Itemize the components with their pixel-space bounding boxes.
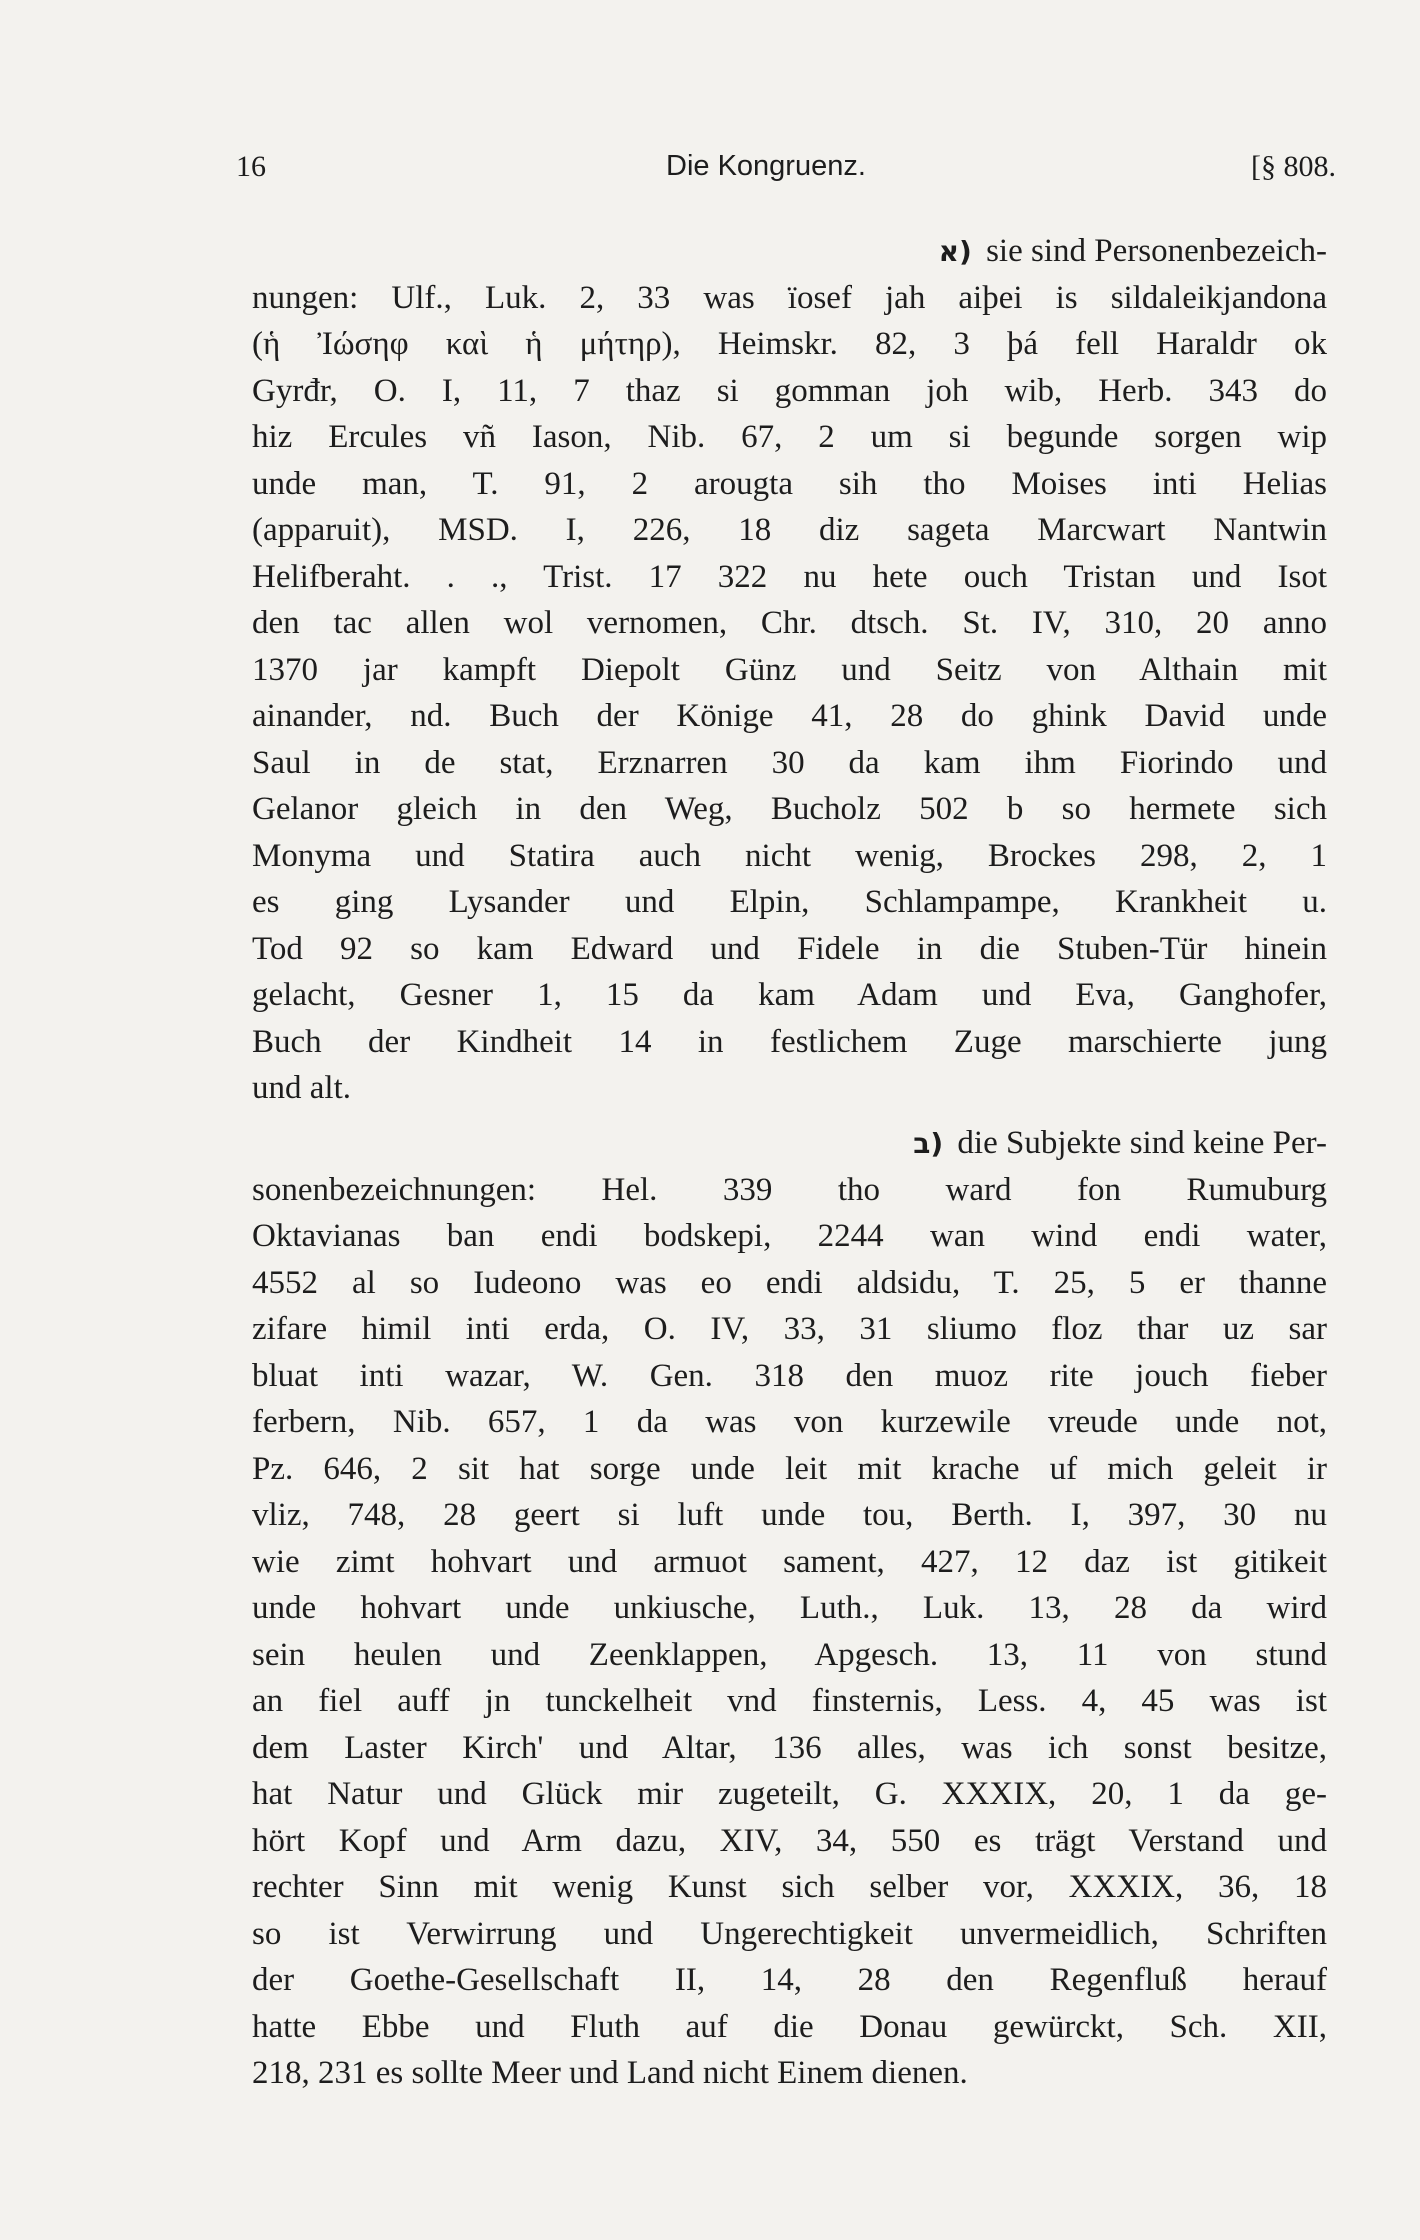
paragraph-alef bbox=[252, 228, 1327, 1112]
text-line: hiz Ercules vñ Iason, Nib. 67, 2 um si begunde sorgen wip bbox=[252, 419, 1327, 455]
page-number: 16 bbox=[236, 150, 266, 183]
running-header bbox=[236, 150, 1336, 190]
alef-marker: א) bbox=[938, 235, 972, 268]
text-line: zifare himil inti erda, O. IV, 33, 31 sliumo floz thar uz sar bbox=[252, 1311, 1327, 1347]
text-line: gelacht, Gesner 1, 15 da kam Adam und Eva, Ganghofer, bbox=[252, 977, 1327, 1013]
text-line: hat Natur und Glück mir zugeteilt, G. XXXIX, 20, 1 da ge- bbox=[252, 1776, 1327, 1812]
text-line: ferbern, Nib. 657, 1 da was von kurzewile vreude unde not, bbox=[252, 1404, 1327, 1440]
text-line: Gelanor gleich in den Weg, Bucholz 502 b so hermete sich bbox=[252, 791, 1327, 827]
text-line: hatte Ebbe und Fluth auf die Donau gewürckt, Sch. XII, bbox=[252, 2008, 1327, 2045]
text-line: Oktavianas ban endi bodskepi, 2244 wan wind endi water, bbox=[252, 1218, 1327, 1254]
text-line: vliz, 748, 28 geert si luft unde tou, Berth. I, 397, 30 nu bbox=[252, 1497, 1327, 1533]
text-line: 4552 al so Iudeono was eo endi aldsidu, T. 25, 5 er thanne bbox=[252, 1264, 1327, 1301]
text-line: Tod 92 so kam Edward und Fidele in die Stuben-Tür hinein bbox=[252, 930, 1327, 967]
paragraph-first-line bbox=[252, 228, 1327, 275]
paragraph-first-line bbox=[252, 1120, 1327, 1167]
text-line: 218, 231 es sollte Meer und Land nicht Einem dienen. bbox=[252, 2055, 968, 2091]
text-line: sie sind Personenbezeich- bbox=[986, 233, 1327, 269]
text-line: Monyma und Statira auch nicht wenig, Brockes 298, 2, 1 bbox=[252, 837, 1327, 874]
text-line: (apparuit), MSD. I, 226, 18 diz sageta Marcwart Nantwin bbox=[252, 512, 1327, 548]
text-line: wie zimt hohvart und armuot sament, 427, 12 daz ist gitikeit bbox=[252, 1543, 1327, 1580]
section-reference: [§ 808. bbox=[1251, 150, 1336, 183]
text-line: Pz. 646, 2 sit hat sorge unde leit mit krache uf mich geleit ir bbox=[252, 1450, 1327, 1487]
text-line: die Subjekte sind keine Per- bbox=[957, 1125, 1327, 1161]
text-line: Saul in de stat, Erznarren 30 da kam ihm Fiorindo und bbox=[252, 744, 1327, 781]
text-line: unde hohvart unde unkiusche, Luth., Luk. 13, 28 da wird bbox=[252, 1590, 1327, 1626]
text-line: den tac allen wol vernomen, Chr. dtsch. St. IV, 310, 20 anno bbox=[252, 605, 1327, 641]
text-line: hört Kopf und Arm dazu, XIV, 34, 550 es trägt Verstand und bbox=[252, 1822, 1327, 1859]
text-line: an fiel auff jn tunckelheit vnd finsternis, Less. 4, 45 was ist bbox=[252, 1683, 1327, 1719]
text-line: so ist Verwirrung und Ungerechtigkeit unvermeidlich, Schriften bbox=[252, 1915, 1327, 1952]
text-line: sein heulen und Zeenklappen, Apgesch. 13, 11 von stund bbox=[252, 1636, 1327, 1673]
text-line: 1370 jar kampft Diepolt Günz und Seitz von Althain mit bbox=[252, 651, 1327, 688]
text-line: unde man, T. 91, 2 arougta sih tho Moises inti Helias bbox=[252, 465, 1327, 502]
text-line: rechter Sinn mit wenig Kunst sich selber vor, XXXIX, 36, 18 bbox=[252, 1869, 1327, 1905]
text-line: der Goethe-Gesellschaft II, 14, 28 den Regenfluß herauf bbox=[252, 1962, 1327, 1998]
bet-marker: ב) bbox=[913, 1127, 944, 1160]
text-line: es ging Lysander und Elpin, Schlampampe, Krankheit u. bbox=[252, 884, 1327, 920]
text-line: dem Laster Kirch' und Altar, 136 alles, was ich sonst besitze, bbox=[252, 1729, 1327, 1766]
text-line: Gyrđr, O. I, 11, 7 thaz si gomman joh wib, Herb. 343 do bbox=[252, 372, 1327, 409]
paragraph-bet bbox=[252, 1120, 1327, 2097]
text-line: sonenbezeichnungen: Hel. 339 tho ward fon Rumuburg bbox=[252, 1171, 1327, 1208]
text-line: (ἡ Ἰώσηφ καὶ ἡ μήτηρ), Heimskr. 82, 3 þá fell Haraldr ok bbox=[252, 326, 1327, 362]
text-line: ainander, nd. Buch der Könige 41, 28 do ghink David unde bbox=[252, 698, 1327, 734]
chapter-title: Die Kongruenz. bbox=[666, 150, 866, 182]
text-line: nungen: Ulf., Luk. 2, 33 was ïosef jah aiþei is sildaleikjandona bbox=[252, 279, 1327, 316]
text-line: Buch der Kindheit 14 in festlichem Zuge marschierte jung bbox=[252, 1023, 1327, 1060]
text-line: bluat inti wazar, W. Gen. 318 den muoz rite jouch fieber bbox=[252, 1357, 1327, 1394]
text-line: und alt. bbox=[252, 1070, 351, 1106]
text-line: Helifberaht. . ., Trist. 17 322 nu hete ouch Tristan und Isot bbox=[252, 558, 1327, 595]
